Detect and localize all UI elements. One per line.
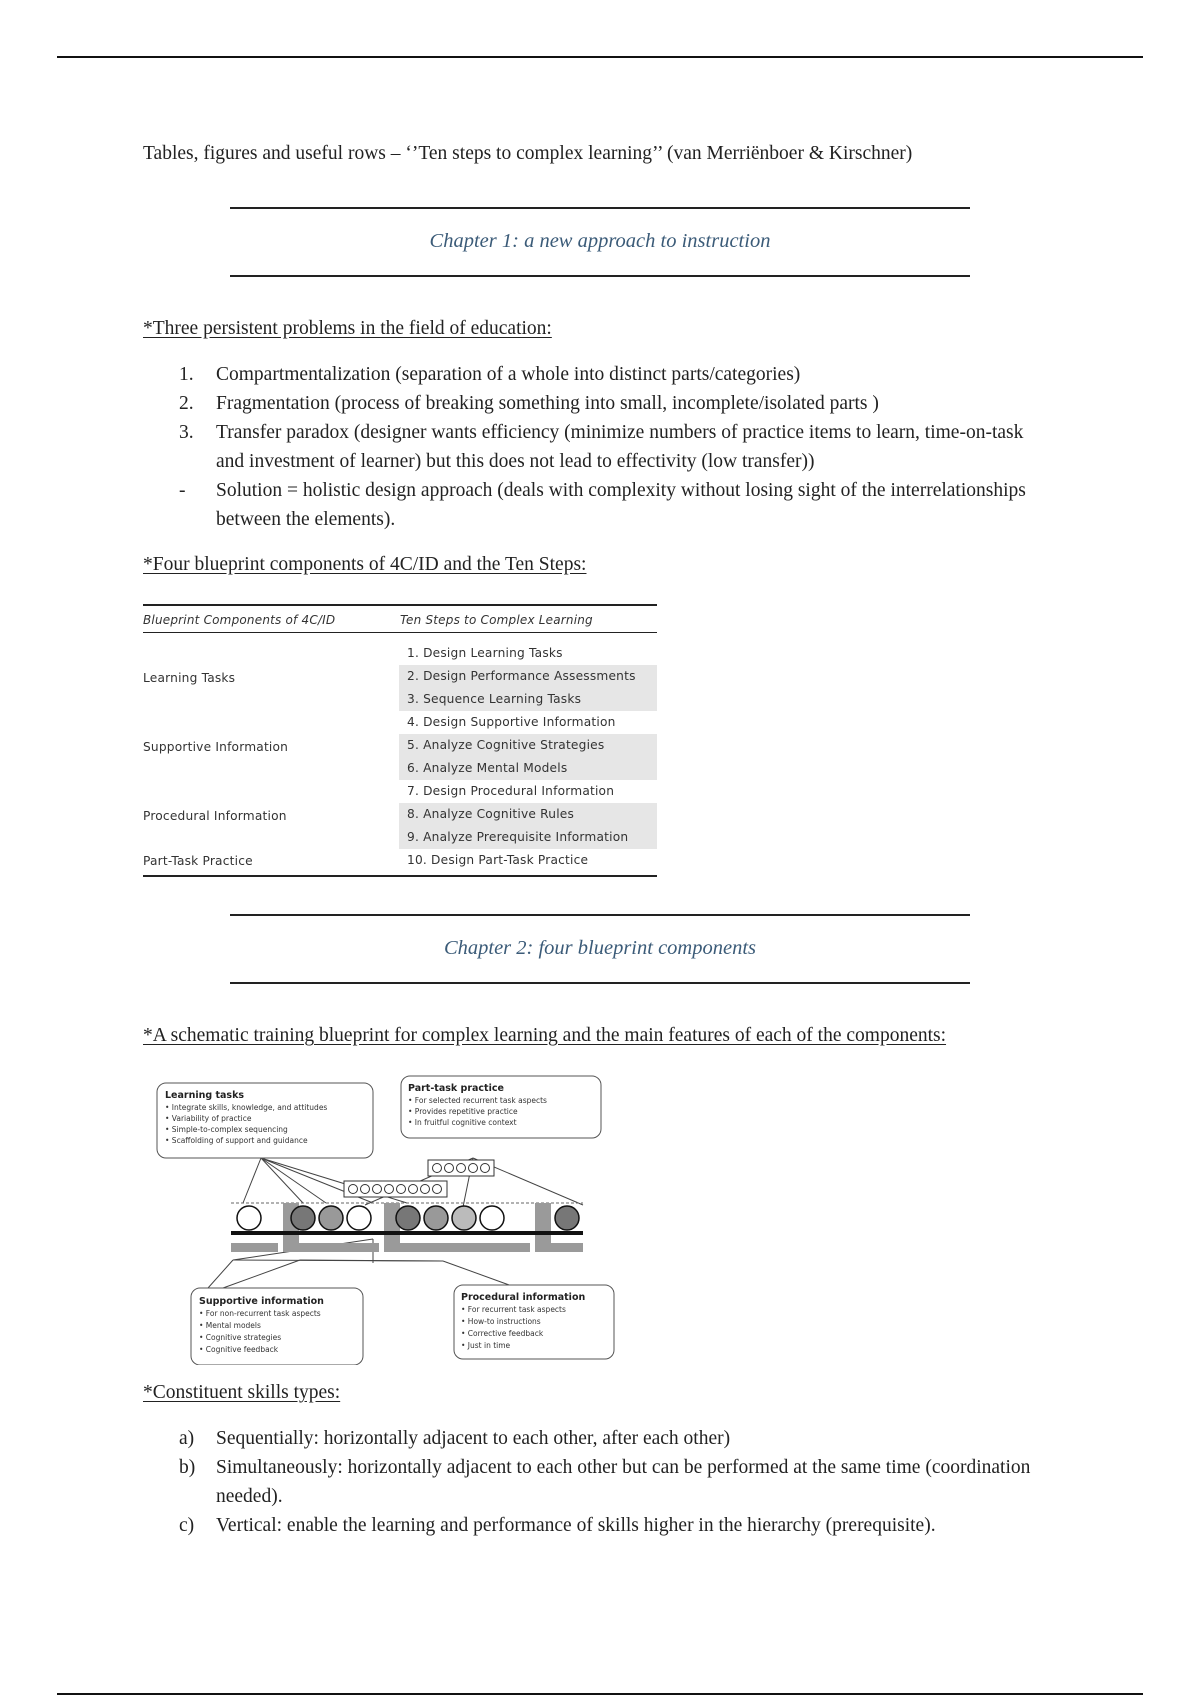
supportive-info-title: Supportive information: [199, 1296, 324, 1307]
skills-heading: *Constituent skills types:: [143, 1382, 341, 1403]
svg-text:• In fruitful cognitive contex: • In fruitful cognitive context: [408, 1118, 517, 1127]
table-cell-step: 8. Analyze Cognitive Rules: [399, 803, 657, 826]
blueprint-schematic-figure: [143, 1073, 623, 1365]
table-cell-step: 9. Analyze Prerequisite Information: [399, 826, 657, 849]
svg-text:• Scaffolding of support and g: • Scaffolding of support and guidance: [165, 1136, 308, 1145]
skills-list: [143, 1424, 1043, 1540]
svg-text:• How-to instructions: • How-to instructions: [461, 1317, 541, 1326]
svg-text:• For recurrent task aspects: • For recurrent task aspects: [461, 1305, 566, 1314]
schematic-heading: *A schematic training blueprint for complex learning and the main features of each of the components:: [143, 1025, 947, 1046]
list-item: - Solution = holistic design approach (deals with complexity without losing sight of the interrelationships between the elements).: [179, 480, 1026, 530]
chapter2-top-rule: [230, 914, 970, 916]
table-cell-step: 3. Sequence Learning Tasks: [399, 688, 657, 711]
header-rule: [57, 56, 1143, 58]
table-header-steps: Ten Steps to Complex Learning: [400, 613, 593, 627]
svg-text:• For selected recurrent task: • For selected recurrent task aspects: [408, 1096, 547, 1105]
part-task-title: Part-task practice: [408, 1083, 504, 1094]
table-top-rule: [143, 604, 657, 606]
svg-text:• Integrate skills, knowledge,: • Integrate skills, knowledge, and attitudes: [165, 1103, 328, 1112]
svg-text:• Mental models: • Mental models: [199, 1321, 261, 1330]
list-item: 3. Transfer paradox (designer wants efficiency (minimize numbers of practice items to learn, time-on-task and investment of learner) but this does not lead to effectivity (low transfer)): [179, 422, 1024, 472]
problems-heading: *Three persistent problems in the field of education:: [143, 318, 552, 339]
chapter1-title: Chapter 1: a new approach to instruction: [429, 230, 771, 252]
list-item: c) Vertical: enable the learning and performance of skills higher in the hierarchy (prerequisite).: [179, 1515, 936, 1536]
table-cell-component: Supportive Information: [143, 740, 289, 754]
svg-text:• Just in time: • Just in time: [461, 1341, 511, 1350]
problems-list: [143, 360, 1043, 534]
table-cell-step: 6. Analyze Mental Models: [399, 757, 657, 780]
svg-text:• Provides repetitive practice: • Provides repetitive practice: [408, 1107, 518, 1116]
svg-text:• Simple-to-complex sequencing: • Simple-to-complex sequencing: [165, 1125, 288, 1134]
table-cell-step: 1. Design Learning Tasks: [407, 646, 563, 660]
svg-text:• Corrective feedback: • Corrective feedback: [461, 1329, 544, 1338]
table-cell-component: Procedural Information: [143, 809, 287, 823]
svg-text:• For non-recurrent task aspec: • For non-recurrent task aspects: [199, 1309, 321, 1318]
chapter2-title: Chapter 2: four blueprint components: [443, 937, 757, 959]
list-item: 1. Compartmentalization (separation of a whole into distinct parts/categories): [179, 364, 801, 385]
table-cell-step: 10. Design Part-Task Practice: [407, 853, 589, 867]
procedural-info-title: Procedural information: [461, 1292, 586, 1303]
blueprint-heading: *Four blueprint components of 4C/ID and the Ten Steps:: [143, 554, 587, 575]
table-header-components: Blueprint Components of 4C/ID: [143, 613, 336, 627]
chapter1-top-rule: [230, 207, 970, 209]
list-item: 2. Fragmentation (process of breaking something into small, incomplete/isolated parts ): [179, 393, 879, 414]
table-header-rule: [143, 632, 657, 633]
list-item: a) Sequentially: horizontally adjacent to each other, after each other): [179, 1428, 731, 1449]
list-item: b) Simultaneously: horizontally adjacent to each other but can be performed at the same time (coordination needed).: [179, 1457, 1031, 1507]
table-cell-step: 5. Analyze Cognitive Strategies: [399, 734, 657, 757]
table-cell-step: 2. Design Performance Assessments: [399, 665, 657, 688]
table-cell-component: Part-Task Practice: [143, 854, 253, 868]
table-cell-step: 7. Design Procedural Information: [407, 784, 615, 798]
svg-text:• Variability of practice: • Variability of practice: [165, 1114, 252, 1123]
learning-tasks-title: Learning tasks: [165, 1090, 245, 1101]
footer-rule: [57, 1693, 1143, 1695]
table-cell-step: 4. Design Supportive Information: [407, 715, 616, 729]
table-bottom-rule: [143, 875, 657, 877]
svg-text:• Cognitive strategies: • Cognitive strategies: [199, 1333, 282, 1342]
chapter2-bottom-rule: [230, 982, 970, 984]
document-title: Tables, figures and useful rows – ‘’Ten steps to complex learning’’ (van Merriënboer & Kirschner): [143, 143, 913, 164]
svg-text:• Cognitive feedback: • Cognitive feedback: [199, 1345, 279, 1354]
chapter1-bottom-rule: [230, 275, 970, 277]
table-cell-component: Learning Tasks: [143, 671, 236, 685]
